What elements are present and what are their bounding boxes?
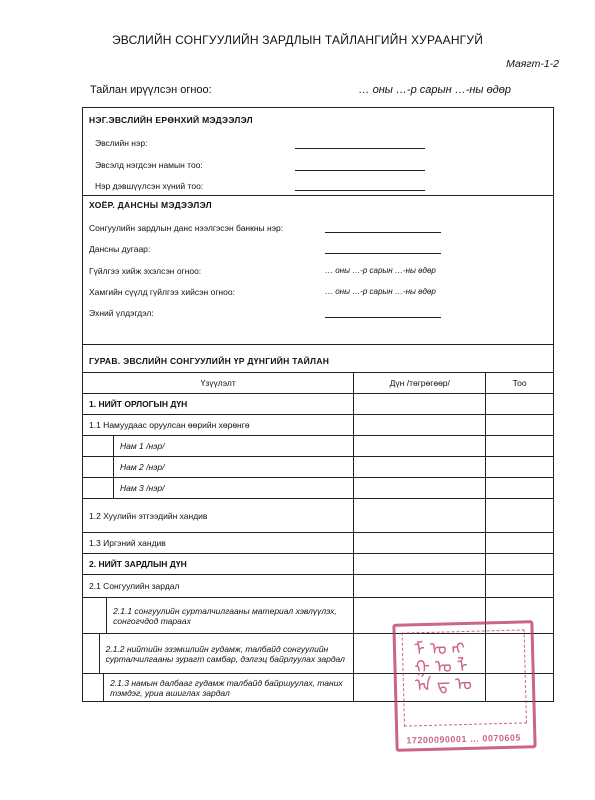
stamp-script-icon: ᠮ ᠣ ᠩ ᠭ ᠤ ᠯ ᠠ ᠳ ᠤ (413, 637, 473, 696)
amount-cell[interactable] (354, 499, 486, 533)
count-cell[interactable] (486, 478, 554, 499)
fill-line[interactable] (325, 253, 441, 254)
table-row (83, 415, 554, 436)
table-row (83, 499, 554, 533)
amount-cell[interactable] (354, 575, 486, 598)
row-label: 1. НИЙТ ОРЛОГЫН ДҮН (83, 394, 354, 415)
field-label: Нэр дэвшүүлсэн хүний тоо: (95, 181, 204, 191)
fill-line[interactable] (295, 148, 425, 149)
count-cell[interactable] (486, 499, 554, 533)
count-cell[interactable] (486, 575, 554, 598)
field-label: Дансны дугаар: (89, 244, 151, 254)
row-label: 1.2 Хуулийн этгээдийн хандив (83, 499, 354, 533)
form-code: Маягт-1-2 (506, 58, 559, 70)
fill-line[interactable] (295, 170, 425, 171)
fill-line[interactable] (325, 232, 441, 233)
amount-cell[interactable] (354, 478, 486, 499)
official-stamp (392, 620, 536, 752)
count-cell[interactable] (486, 415, 554, 436)
row-label: 1.1 Намуудаас оруулсан өөрийн хөрөнгө (83, 415, 354, 436)
amount-cell[interactable] (354, 533, 486, 554)
amount-cell[interactable] (354, 394, 486, 415)
report-date-label: Тайлан ирүүлсэн огноо: (90, 84, 212, 96)
field-label: Эхний үлдэгдэл: (89, 308, 154, 318)
row-label: Нам 1 /нэр/ (120, 441, 165, 451)
field-label: Хамгийн сүүлд гүйлгээ хийсэн огноо: (89, 287, 235, 297)
row-label: 2.1.3 намын далбааг гудамж талбайд байршуулах, таних тэмдэг, уриа ашиглах зардал (110, 677, 343, 698)
count-cell[interactable] (486, 457, 554, 478)
row-label: Нам 2 /нэр/ (120, 462, 165, 472)
row-label: 2.1 Сонгуулийн зардал (83, 575, 354, 598)
table-row (83, 575, 554, 598)
date-fill[interactable]: … оны …-р сарын …-ны өдөр (325, 266, 436, 275)
table-row (83, 533, 554, 554)
amount-cell[interactable] (354, 554, 486, 575)
table-row (83, 436, 554, 457)
report-date-value: … оны …-р сарын …-ны өдөр (358, 84, 511, 96)
section-heading: ГУРАВ. ЭВСЛИЙН СОНГУУЛИЙН ҮР ДҮНГИЙН ТАЙЛАН (89, 356, 330, 366)
amount-cell[interactable] (354, 415, 486, 436)
amount-cell[interactable] (354, 436, 486, 457)
section-results-heading (82, 344, 554, 373)
count-cell[interactable] (486, 554, 554, 575)
row-label: 2.1.1 сонгуулийн сурталчилгааны материал хэвлүүлэх, сонгогчдод тараах (113, 605, 337, 626)
row-label: 2. НИЙТ ЗАРДЛЫН ДҮН (83, 554, 354, 575)
fill-line[interactable] (325, 317, 441, 318)
count-cell[interactable] (486, 436, 554, 457)
count-cell[interactable] (486, 394, 554, 415)
row-label: 1.3 Иргэний хандив (83, 533, 354, 554)
table-row (83, 478, 554, 499)
fill-line[interactable] (295, 190, 425, 191)
form-title: ЭВСЛИЙН СОНГУУЛИЙН ЗАРДЛЫН ТАЙЛАНГИЙН ХУРААНГУЙ (111, 33, 484, 47)
date-fill[interactable]: … оны …-р сарын …-ны өдөр (325, 287, 436, 296)
section-account-info (82, 195, 554, 345)
col-count: Тоо (486, 373, 554, 394)
table-header (83, 373, 554, 394)
table-row (83, 457, 554, 478)
row-label: 2.1.2 нийтийн эзэмшлийн гудамж, талбайд сонгуулийн сурталчилгааны зурагт самбар, дэлгэц байрлуулах зардал (105, 643, 345, 664)
stamp-number: 17200090001 … 0070605 (406, 732, 522, 746)
col-indicator: Үзүүлэлт (83, 373, 354, 394)
section-general-info (82, 107, 554, 196)
col-amount: Дүн /төгрөгөөр/ (354, 373, 486, 394)
table-row (83, 394, 554, 415)
section-heading: НЭГ.ЭВСЛИЙН ЕРӨНХИЙ МЭДЭЭЛЭЛ (89, 115, 253, 125)
table-row (83, 554, 554, 575)
section-heading: ХОЁР. ДАНСНЫ МЭДЭЭЛЭЛ (89, 200, 212, 210)
field-label: Эвсэлд нэгдсэн намын тоо: (95, 160, 203, 170)
field-label: Сонгуулийн зардлын данс нээлгэсэн банкны нэр: (89, 223, 284, 233)
row-label: Нам 3 /нэр/ (120, 483, 165, 493)
field-label: Эвслийн нэр: (95, 138, 148, 148)
field-label: Гүйлгээ хийж эхэлсэн огноо: (89, 266, 202, 276)
amount-cell[interactable] (354, 457, 486, 478)
count-cell[interactable] (486, 533, 554, 554)
